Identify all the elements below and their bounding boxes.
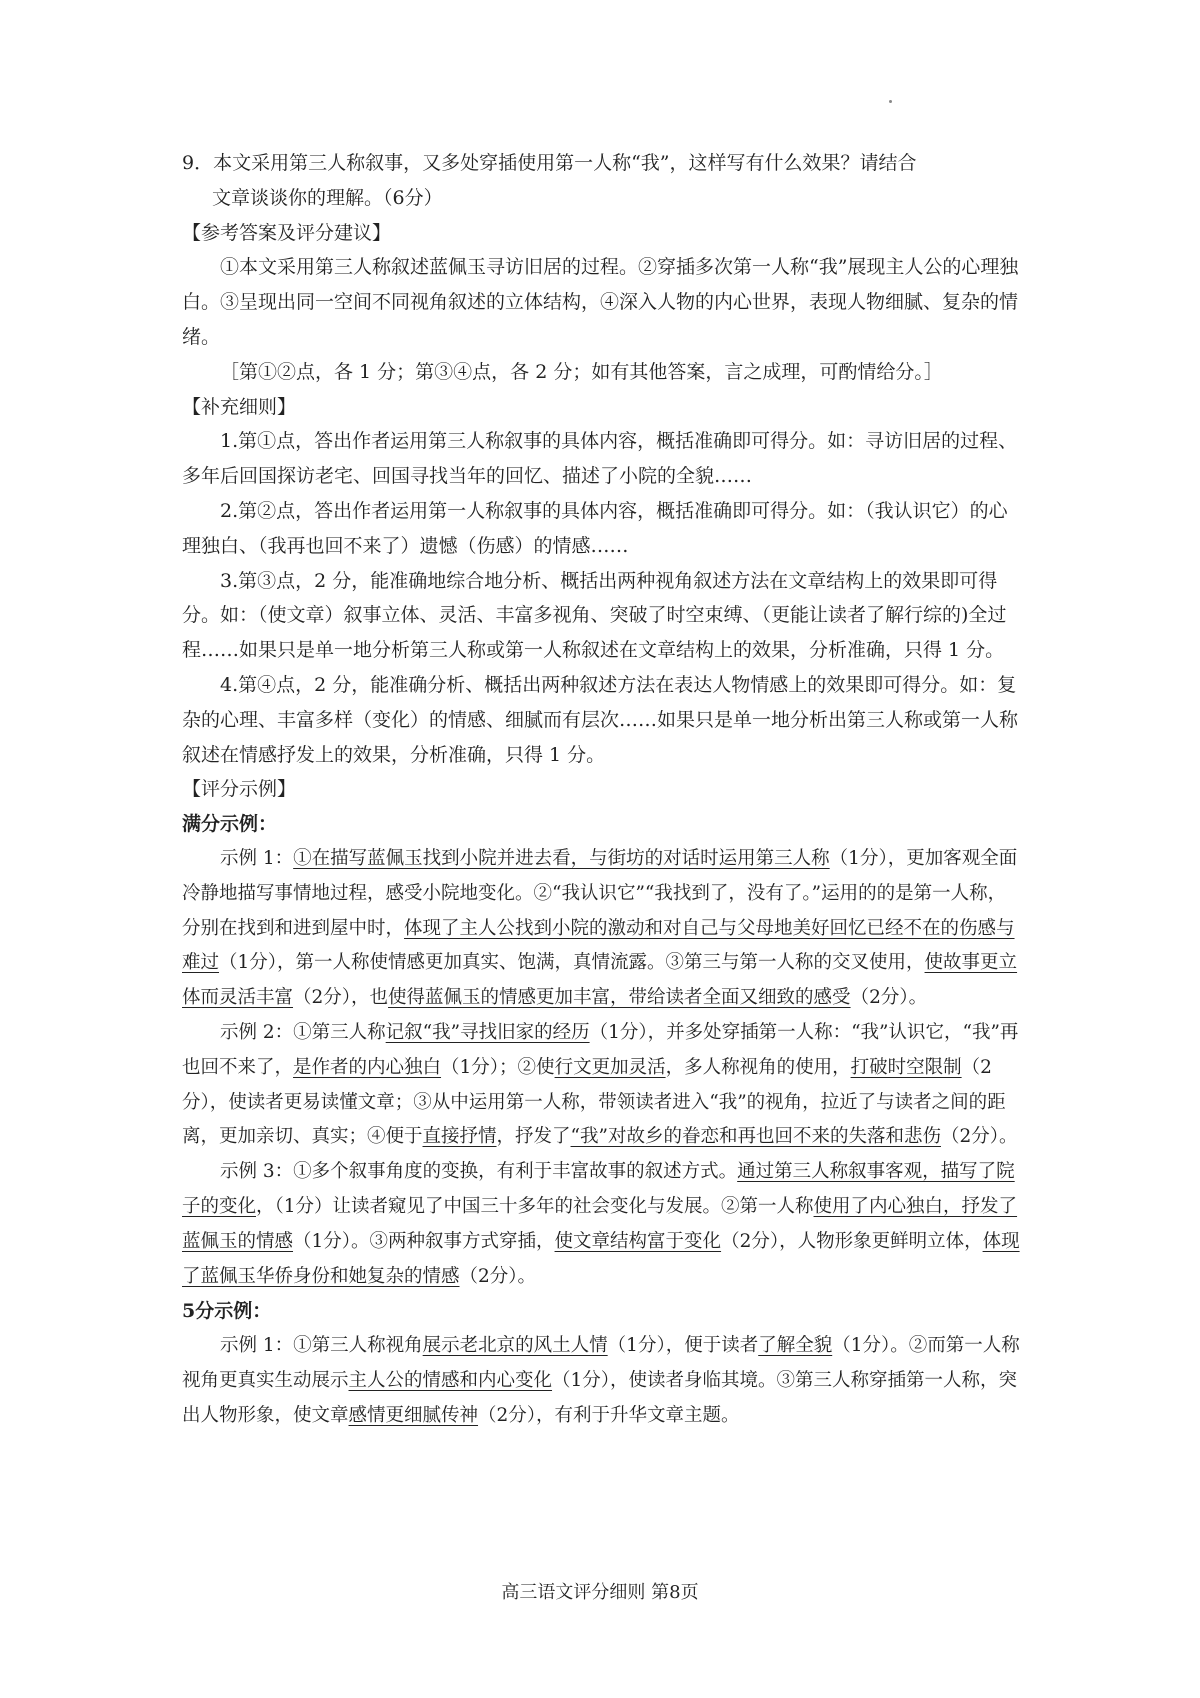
example-text: （1分），第一人称使情感更加真实、饱满，真情流露。③第三与第一人称的交叉使用， [219,952,925,974]
underlined-point: 是作者的内心独白 [293,1056,442,1078]
example-text: （2分），人物形象更鲜明立体， [721,1230,983,1252]
underlined-point: 体现了蓝佩玉华侨身份和她复杂的情感 [182,1230,1020,1287]
example-text: （1分）；②使 [441,1056,555,1078]
underlined-point: 使得蓝佩玉的情感更加丰富，带给读者全面又细致的感受 [388,987,851,1009]
samples-heading: 【评分示例】 [182,778,297,801]
supplement-rule-3: 3.第③点，2 分，能准确地综合地分析、概括出两种视角叙述方法在文章结构上的效果即可得分。如：（使文章）叙事立体、灵活、丰富多视角、突破了时空束缚、（更能让读者了解行综的)全过程……如果只是单一地分析第三人称或第一人称叙述在文章结构上的效果，分析准确，只得 1 分。 [182,569,1007,662]
underlined-point: 展示老北京的风土人情 [422,1335,608,1357]
example-text: （2分）。 [940,1126,1018,1148]
underlined-point: 直接抒情 [422,1126,497,1148]
supplement-rule-1: 1.第①点，答出作者运用第三人称叙事的具体内容，概括准确即可得分。如：寻访旧居的过程、多年后回国探访老宅、回国寻找当年的回忆、描述了小院的全貌…… [182,430,1018,488]
underlined-point: 使用了内心独白，抒发了蓝佩玉的情感 [182,1195,1018,1252]
example-text: （2分），使读者更易读懂文章；③从中运用第一人称，带领读者进入“我”的视角，拉近了与读者之间的距离，更加亲切、真实；④便于 [182,1056,1006,1148]
underlined-point: “我”对故乡的眷恋和再也回不来的失落和悲伤 [570,1126,941,1148]
underlined-point: 通过第三人称叙事客观，描写了院子的变化 [182,1161,1015,1217]
example-text: （1分），并多处穿插第一人称：“我”认识它，“我”再也回不来了， [182,1021,1019,1078]
example-text: 示例 2：①第三人称 [220,1021,386,1043]
supplement-heading: 【补充细则】 [182,395,297,418]
underlined-point: 打破时空限制 [850,1056,962,1078]
scan-dot [889,100,892,103]
underlined-point: ①在描写蓝佩玉找到小院并进去看，与街坊的对话时运用第三人称 [293,847,830,869]
example-text: ，多人称视角的使用， [665,1056,851,1078]
example-text: ，抒发了 [496,1126,571,1148]
underlined-point: 体现了主人公找到小院的激动和对自己与父母地美好回忆已经不在的伤感与难过 [182,917,1015,974]
underlined-point: 记叙“我”寻找旧家的经历 [385,1021,590,1043]
example-text: （1分）。②而第一人称视角更真实生动展示 [182,1335,1020,1391]
example-text: 示例 1： [220,847,294,869]
full-score-heading: 满分示例： [182,813,278,836]
underlined-point: 感情更细腻传神 [348,1404,479,1426]
page-content [182,146,1022,1433]
underlined-point: 使故事更立体而灵活丰富 [182,952,1018,1009]
underlined-point: 了解全貌 [758,1335,833,1357]
full-score-example-2 [182,1016,1022,1155]
example-text: 示例 3：①多个叙事角度的变换，有利于丰富故事的叙述方式。 [220,1161,738,1183]
example-text: （1分），便于读者 [607,1335,759,1357]
reference-heading: 【参考答案及评分建议】 [182,221,392,244]
reference-scoring: ［第①②点，各 1 分；第③④点，各 2 分；如有其他答案，言之成理，可酌情给分。］ [220,360,943,383]
question-line-2: 文章谈谈你的理解。（6分） [212,186,443,209]
example-text: （1分）。③两种叙事方式穿插， [293,1230,555,1252]
supplement-rule-2: 2.第②点，答出作者运用第一人称叙事的具体内容，概括准确即可得分。如：（我认识它）的心理独白、（我再也回不来了）遗憾（伤感）的情感…… [182,499,1008,557]
full-score-example-3 [182,1155,1022,1294]
five-score-example-1 [182,1329,1022,1433]
example-text: ，（1分）让读者窥见了中国三十多年的社会变化与发展。②第一人称 [256,1195,814,1217]
full-score-example-1 [182,842,1022,1016]
five-score-heading: 5分示例： [182,1300,272,1323]
example-text: （2分），也 [293,987,389,1009]
supplement-rule-4: 4.第④点，2 分，能准确分析、概括出两种叙述方法在表达人物情感上的效果即可得分。如：复杂的心理、丰富多样（变化）的情感、细腻而有层次……如果只是单一地分析出第三人称或第一人称叙述在情感抒发上的效果，分析准确，只得 1 分。 [182,673,1019,766]
example-text: （2分）。 [459,1265,537,1287]
example-text: （1分），使读者身临其境。③第三人称穿插第一人称，突出人物形象，使文章 [182,1369,1018,1426]
example-text: （2分）。 [850,987,928,1009]
example-text: （1分），更加客观全面冷静地描写事情地过程，感受小院地变化。②“我认识它”“我找到了，没有了。”运用的的是第一人称，分别在找到和进到屋中时， [182,847,1018,939]
page-footer: 高三语文评分细则 第8页 [501,1582,699,1603]
example-text: （2分），有利于升华文章主题。 [478,1404,740,1426]
underlined-point: 使文章结构富于变化 [554,1230,722,1252]
underlined-point: 行文更加灵活 [554,1056,666,1078]
question-line-1: 9．本文采用第三人称叙事，又多处穿插使用第一人称“我”，这样写有什么效果？请结合 [182,152,917,174]
example-text: 示例 1：①第三人称视角 [220,1335,423,1357]
underlined-point: 主人公的情感和内心变化 [348,1369,553,1391]
reference-answer: ①本文采用第三人称叙述蓝佩玉寻访旧居的过程。②穿插多次第一人称“我”展现主人公的心理独白。③呈现出同一空间不同视角叙述的立体结构，④深入人物的内心世界，表现人物细腻、复杂的情绪。 [182,256,1019,348]
